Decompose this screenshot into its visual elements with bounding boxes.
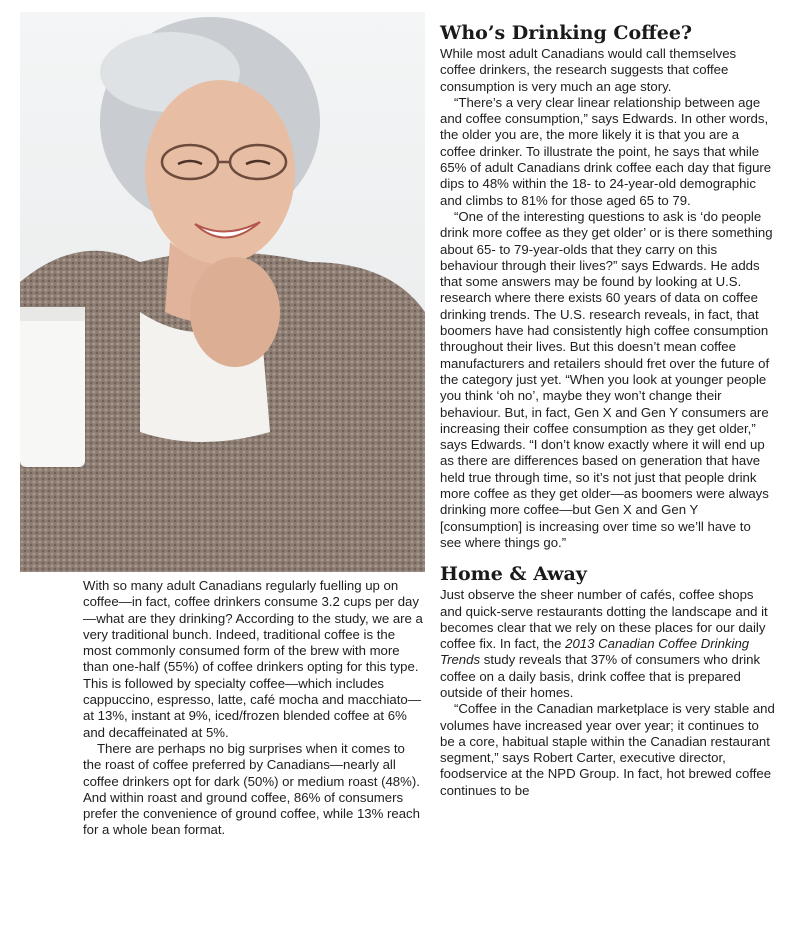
study-title: 2013 Canadian Coffee Drinking Trends bbox=[440, 636, 750, 668]
section2-paragraph-2: “Coffee in the Canadian marketplace is very stable and volumes have increased year over year; it continues to be a core, habitual staple within the Canadian restaurant segment,” says Robert Carter, executive director, foodservice at the NPD Group. In fact, hot brewed coffee continues to be bbox=[440, 701, 775, 798]
section2-paragraph-1 bbox=[440, 587, 775, 701]
left-paragraph-2: There are perhaps no big surprises when it comes to the roast of coffee preferred by Canadians—nearly all coffee drinkers opt for dark (50%) or medium roast (48%). And within roast and ground coffee, 86% of consumers prefer the convenience of ground coffee, while 13% reach for a whole bean format. bbox=[83, 740, 420, 838]
photo-illustration bbox=[20, 12, 425, 572]
heading-whos-drinking-coffee: Who’s Drinking Coffee? bbox=[440, 22, 693, 44]
woman-coffee-photo bbox=[20, 12, 425, 572]
heading-home-and-away: Home & Away bbox=[440, 563, 587, 586]
right-column-text bbox=[440, 22, 775, 799]
section1-paragraph-3: “One of the interesting questions to ask is ‘do people drink more coffee as they get older’ or is there something about 65- to 79-year-olds that they carry on this behaviour through their lives?” says Edwards. He adds that some answers may be found by looking at U.S. research where there exists 60 years of data on coffee drinking trends. The U.S. research reveals, in fact, that boomers have had consistently high coffee consumption throughout their lives. But this doesn’t mean coffee manufacturers and retailers should fret over the future of the category just yet. “When you look at younger people you think ‘oh no’, maybe they won’t change their behaviour. But, in fact, Gen X and Gen Y consumers are increasing their coffee consumption as they get older,” says Edwards. “I don’t know exactly where it will end up as there are differences based on generation that have held true through time, so it’s not just that people drink more coffee as they get older—as boomers were always drinking more coffee—but Gen X and Gen Y [consumption] is increasing over time so we’ll have to see where things go.” bbox=[440, 208, 773, 550]
section1-paragraph-1: While most adult Canadians would call themselves coffee drinkers, the research suggests that coffee consumption is very much an age story. bbox=[440, 46, 737, 94]
left-column-text bbox=[83, 578, 423, 839]
section2-p1-post: study reveals that 37% of consumers who drink coffee on a daily basis, drink coffee that is prepared outside of their homes. bbox=[440, 652, 761, 700]
section1-paragraph-2: “There’s a very clear linear relationship between age and coffee consumption,” says Edwards. In other words, the older you are, the more likely it is that you are a coffee drinker. To illustrate the point, he says that while 65% of adult Canadians drink coffee each day that figure dips to 48% within the 18- to 24-year-old demographic and climbs to 81% for those aged 65 to 79. bbox=[440, 94, 772, 208]
left-paragraph-1: With so many adult Canadians regularly fuelling up on coffee—in fact, coffee drinkers consume 3.2 cups per day—what are they drinking? According to the study, we are a very traditional bunch. Indeed, traditional coffee is the most commonly consumed form of the brew with more than one-half (55%) of coffee drinkers opting for this type. This is followed by specialty coffee—which includes cappuccino, espresso, latte, café mocha and macchiato—at 13%, instant at 9%, iced/frozen blended coffee at 6% and decaffeinated at 5%. bbox=[83, 578, 423, 740]
section2-p1-pre: Just observe the sheer number of cafés, coffee shops and quick-serve restaurants dotting the landscape and it becomes clear that we rely on these places for our daily coffee fix. In fact, the bbox=[440, 587, 768, 652]
